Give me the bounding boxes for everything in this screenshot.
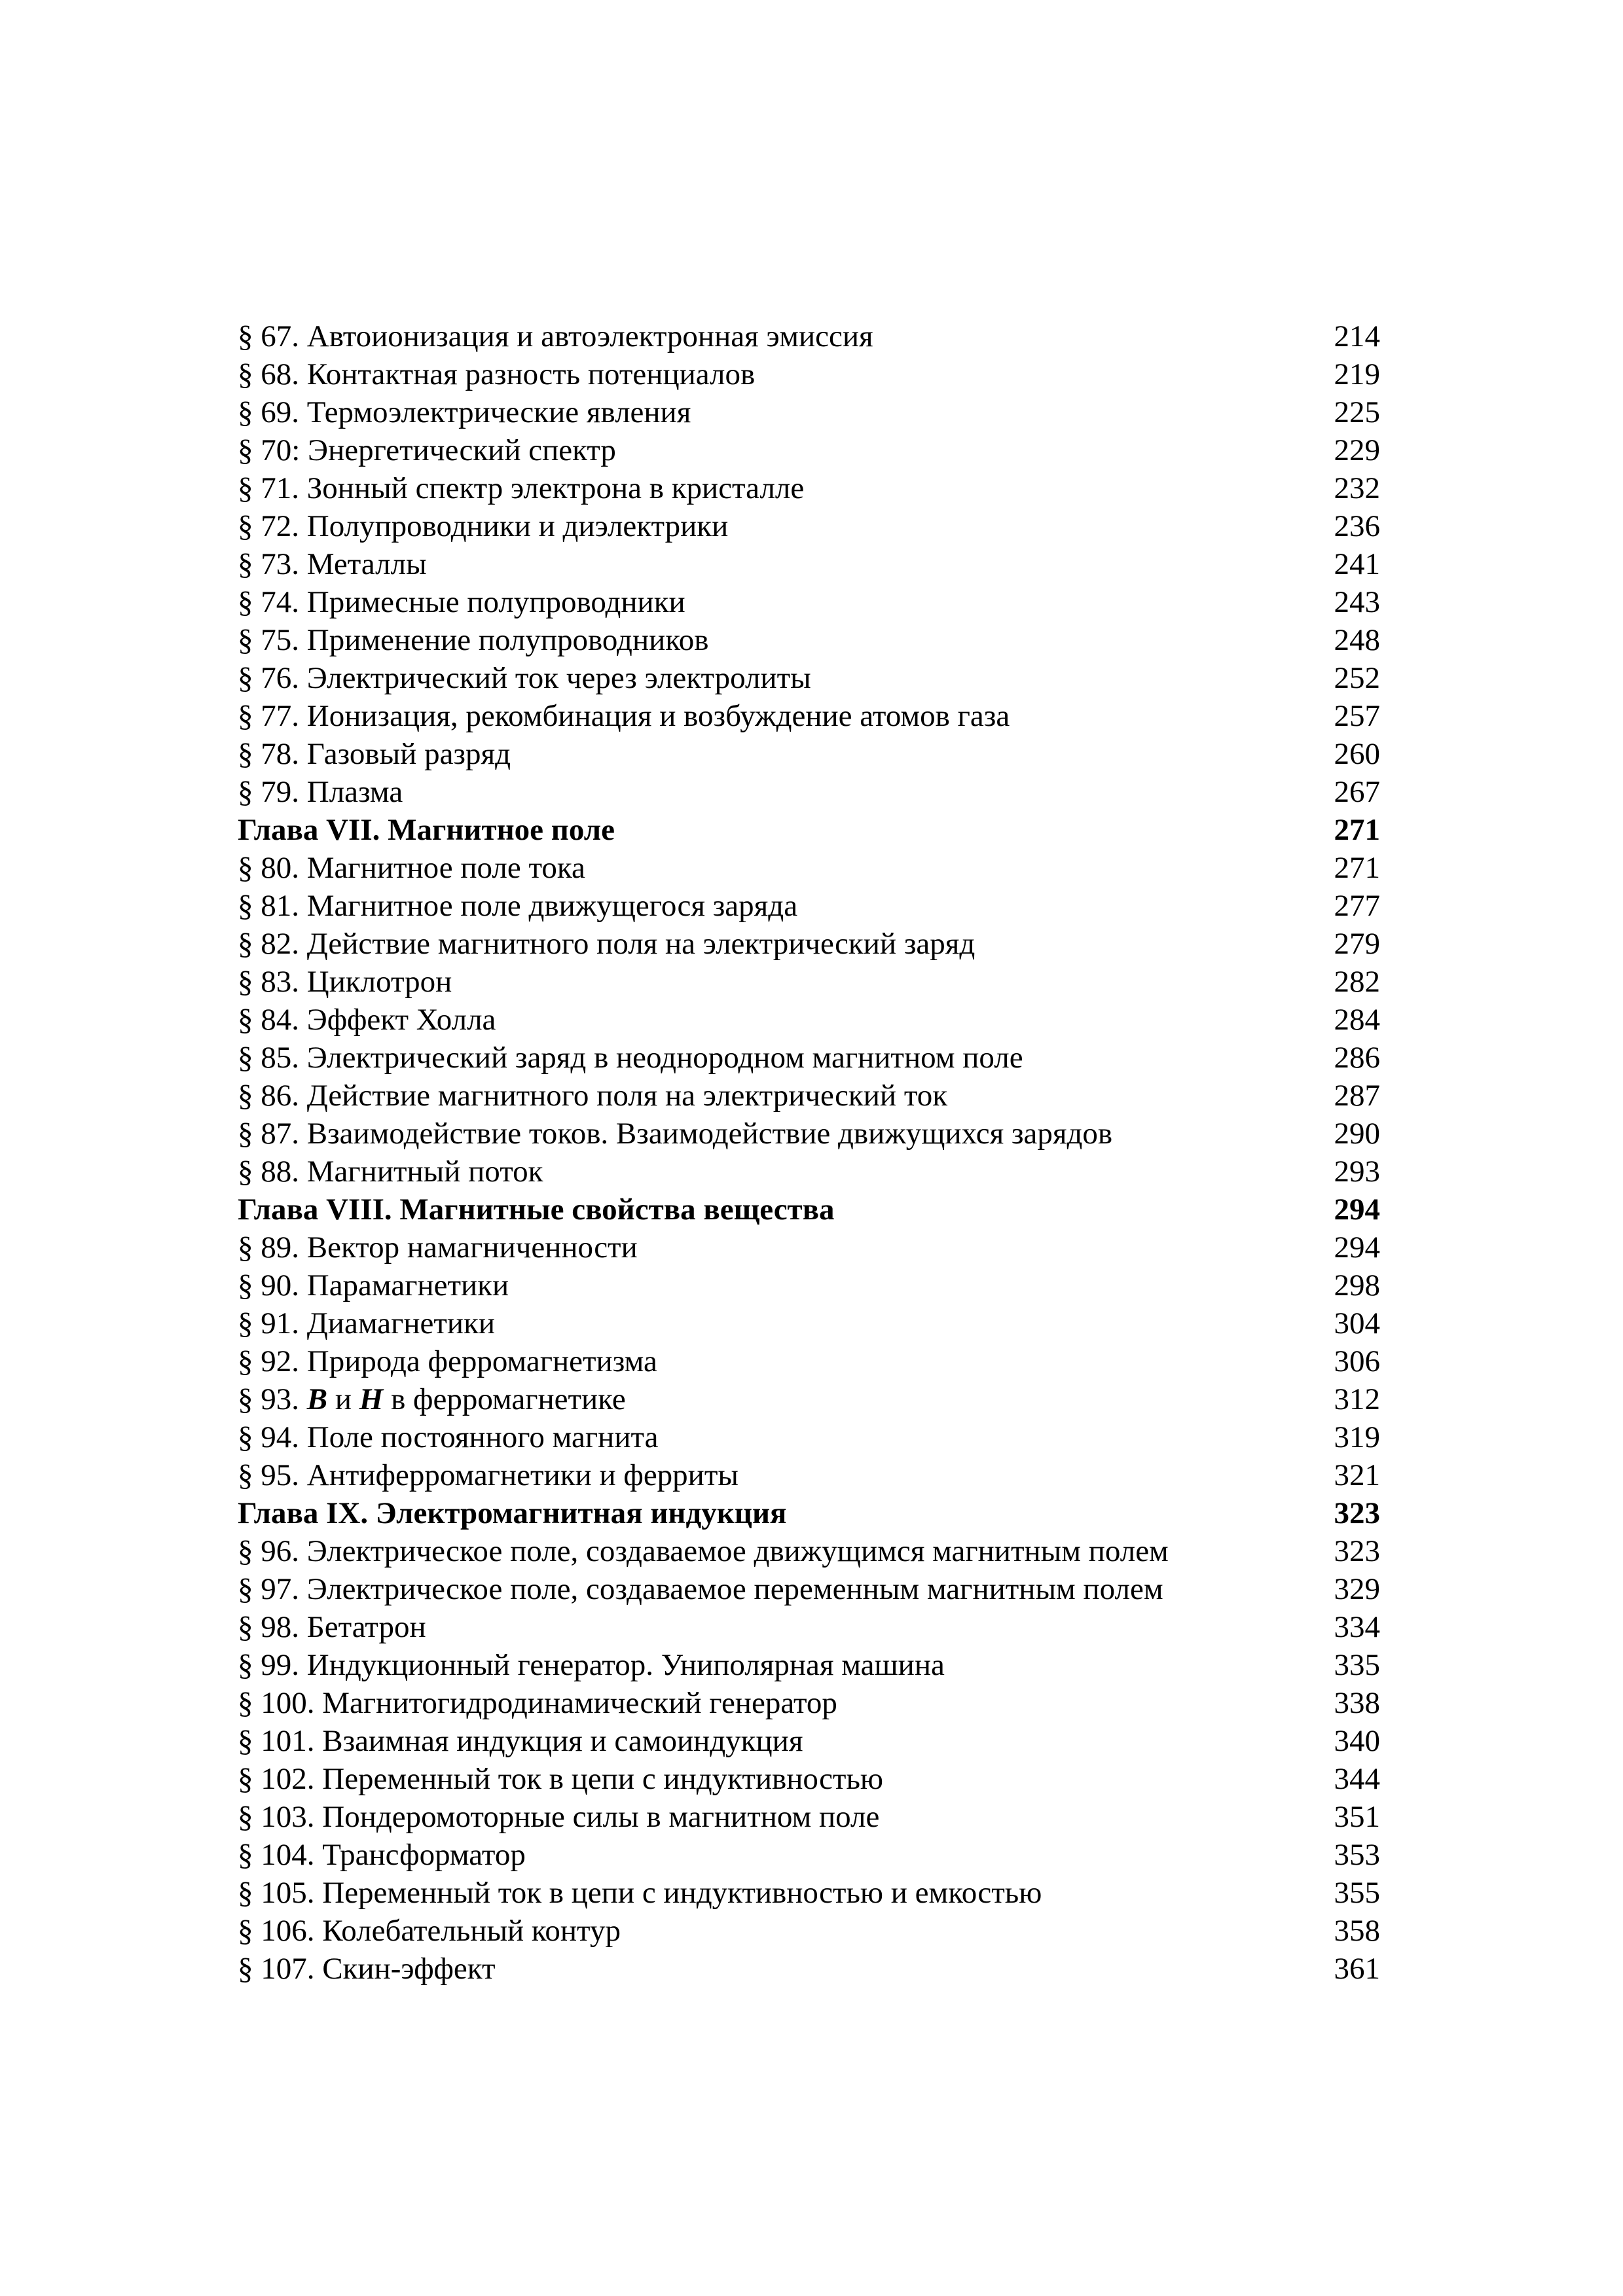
page-number: 323 xyxy=(1334,1496,1380,1530)
page-number: 355 xyxy=(1334,1876,1380,1910)
chapter-title: Глава IX. Электромагнитная индукция xyxy=(238,1496,787,1530)
toc-entry xyxy=(238,1912,1380,1950)
toc-entry xyxy=(238,1456,1380,1494)
toc-entry xyxy=(238,469,1380,507)
toc-entry xyxy=(238,659,1380,697)
toc-entry xyxy=(238,1342,1380,1380)
entry-title-part: § 93. xyxy=(238,1382,307,1416)
page-number: 232 xyxy=(1334,471,1380,505)
entry-title-part: в ферромагнетике xyxy=(383,1382,626,1416)
toc-entry xyxy=(238,925,1380,963)
toc-entry xyxy=(238,1115,1380,1153)
page-number: 282 xyxy=(1334,965,1380,999)
toc-entry xyxy=(238,431,1380,469)
entry-title: § 73. Металлы xyxy=(238,547,427,581)
entry-title: § 68. Контактная разность потенциалов xyxy=(238,357,756,391)
entry-title-part: и xyxy=(327,1382,359,1416)
page-number: 271 xyxy=(1334,813,1380,847)
entry-title: § 107. Скин-эффект xyxy=(238,1952,496,1986)
entry-title: § 79. Плазма xyxy=(238,775,403,809)
toc-entry xyxy=(238,1229,1380,1266)
toc-entry xyxy=(238,317,1380,355)
page-number: 267 xyxy=(1334,775,1380,809)
toc-entry xyxy=(238,773,1380,811)
entry-title: § 98. Бетатрон xyxy=(238,1610,426,1644)
entry-title: § 100. Магнитогидродинамический генератор xyxy=(238,1686,837,1720)
entry-title: § 83. Циклотрон xyxy=(238,965,452,999)
toc-chapter-heading xyxy=(238,1494,1380,1532)
toc-entry xyxy=(238,849,1380,887)
page-number: 260 xyxy=(1334,737,1380,771)
toc-chapter-heading xyxy=(238,1191,1380,1229)
toc-entry xyxy=(238,1304,1380,1342)
toc-entry xyxy=(238,1608,1380,1646)
page-number: 219 xyxy=(1334,357,1380,391)
page-number: 329 xyxy=(1334,1572,1380,1606)
entry-title: § 72. Полупроводники и диэлектрики xyxy=(238,509,729,543)
page-number: 334 xyxy=(1334,1610,1380,1644)
toc-entry xyxy=(238,1874,1380,1912)
page-number: 358 xyxy=(1334,1914,1380,1948)
page-number: 294 xyxy=(1334,1230,1380,1265)
page-number: 319 xyxy=(1334,1420,1380,1454)
entry-title: § 76. Электрический ток через электролиты xyxy=(238,661,811,695)
toc-entry xyxy=(238,1039,1380,1077)
entry-title: § 92. Природа ферромагнетизма xyxy=(238,1344,657,1378)
page-number: 277 xyxy=(1334,889,1380,923)
entry-title: § 95. Антиферромагнетики и ферриты xyxy=(238,1458,739,1492)
page-number: 243 xyxy=(1334,585,1380,619)
toc-entry xyxy=(238,1760,1380,1798)
entry-title: § 101. Взаимная индукция и самоиндукция xyxy=(238,1724,803,1758)
toc-entry xyxy=(238,1798,1380,1836)
toc-entry xyxy=(238,393,1380,431)
toc-entry xyxy=(238,1836,1380,1874)
toc-entry xyxy=(238,1266,1380,1304)
entry-title: § 94. Поле постоянного магнита xyxy=(238,1420,659,1454)
toc-entry xyxy=(238,545,1380,583)
entry-title: § 99. Индукционный генератор. Униполярная машина xyxy=(238,1648,945,1682)
entry-title: § 90. Парамагнетики xyxy=(238,1268,509,1302)
page-number: 257 xyxy=(1334,699,1380,733)
entry-title: § 74. Примесные полупроводники xyxy=(238,585,685,619)
toc-entry xyxy=(238,963,1380,1001)
toc-entry xyxy=(238,1950,1380,1988)
toc-entry xyxy=(238,355,1380,393)
entry-title: § 80. Магнитное поле тока xyxy=(238,851,585,885)
toc-entry xyxy=(238,1380,1380,1418)
entry-title: § 78. Газовый разряд xyxy=(238,737,511,771)
toc-entry xyxy=(238,1532,1380,1570)
page-number: 351 xyxy=(1334,1800,1380,1834)
entry-title: § 75. Применение полупроводников xyxy=(238,623,709,657)
toc-entry xyxy=(238,1646,1380,1684)
page-number: 287 xyxy=(1334,1079,1380,1113)
entry-title: § 104. Трансформатор xyxy=(238,1838,526,1872)
entry-title: § 82. Действие магнитного поля на электрический заряд xyxy=(238,927,976,961)
page-number: 323 xyxy=(1334,1534,1380,1568)
page-number: 361 xyxy=(1334,1952,1380,1986)
toc-entry xyxy=(238,621,1380,659)
page-number: 229 xyxy=(1334,433,1380,467)
page-number: 338 xyxy=(1334,1686,1380,1720)
entry-title: § 67. Автоионизация и автоэлектронная эмиссия xyxy=(238,319,873,353)
entry-title: § 84. Эффект Холла xyxy=(238,1003,496,1037)
entry-title: § 87. Взаимодействие токов. Взаимодействие движущихся зарядов xyxy=(238,1117,1113,1151)
page-number: 279 xyxy=(1334,927,1380,961)
page-number: 304 xyxy=(1334,1306,1380,1340)
toc-entry xyxy=(238,735,1380,773)
toc-entry xyxy=(238,697,1380,735)
page-number: 293 xyxy=(1334,1155,1380,1189)
vector-symbol: H xyxy=(359,1382,384,1416)
entry-title: § 89. Вектор намагниченности xyxy=(238,1230,638,1265)
toc-entry xyxy=(238,583,1380,621)
toc-entry xyxy=(238,1001,1380,1039)
toc-entry xyxy=(238,507,1380,545)
entry-title: § 70: Энергетический спектр xyxy=(238,433,616,467)
page-number: 236 xyxy=(1334,509,1380,543)
toc-entry xyxy=(238,887,1380,925)
entry-title: § 97. Электрическое поле, создаваемое переменным магнитным полем xyxy=(238,1572,1163,1606)
page-number: 241 xyxy=(1334,547,1380,581)
entry-title: § 85. Электрический заряд в неоднородном магнитном поле xyxy=(238,1041,1023,1075)
entry-title: § 102. Переменный ток в цепи с индуктивностью xyxy=(238,1762,884,1796)
page-number: 286 xyxy=(1334,1041,1380,1075)
entry-title: § 91. Диамагнетики xyxy=(238,1306,496,1340)
toc-entry xyxy=(238,1570,1380,1608)
vector-symbol: B xyxy=(306,1382,328,1416)
entry-title: § 81. Магнитное поле движущегося заряда xyxy=(238,889,798,923)
page-number: 271 xyxy=(1334,851,1380,885)
chapter-title: Глава VIII. Магнитные свойства вещества xyxy=(238,1193,835,1227)
entry-title: § 88. Магнитный поток xyxy=(238,1155,543,1189)
toc-entry xyxy=(238,1684,1380,1722)
entry-title: § 77. Ионизация, рекомбинация и возбуждение атомов газа xyxy=(238,699,1010,733)
table-of-contents xyxy=(238,317,1380,1988)
chapter-title: Глава VII. Магнитное поле xyxy=(238,813,615,847)
toc-entry xyxy=(238,1722,1380,1760)
toc-entry xyxy=(238,1153,1380,1191)
entry-title: § 105. Переменный ток в цепи с индуктивностью и емкостью xyxy=(238,1876,1042,1910)
entry-title: § 69. Термоэлектрические явления xyxy=(238,395,691,429)
page-number: 214 xyxy=(1334,319,1380,353)
page-number: 353 xyxy=(1334,1838,1380,1872)
toc-entry xyxy=(238,1077,1380,1115)
page-number: 344 xyxy=(1334,1762,1380,1796)
page-number: 248 xyxy=(1334,623,1380,657)
toc-chapter-heading xyxy=(238,811,1380,849)
entry-title: § 106. Колебательный контур xyxy=(238,1914,621,1948)
page-number: 225 xyxy=(1334,395,1380,429)
entry-title: § 86. Действие магнитного поля на электрический ток xyxy=(238,1079,948,1113)
page-number: 321 xyxy=(1334,1458,1380,1492)
toc-entry xyxy=(238,1418,1380,1456)
entry-title xyxy=(238,1380,626,1418)
page-number: 306 xyxy=(1334,1344,1380,1378)
page-number: 284 xyxy=(1334,1003,1380,1037)
page-number: 252 xyxy=(1334,661,1380,695)
page-number: 290 xyxy=(1334,1117,1380,1151)
page-number: 294 xyxy=(1334,1193,1380,1227)
entry-title: § 103. Пондеромоторные силы в магнитном поле xyxy=(238,1800,880,1834)
page-number: 335 xyxy=(1334,1648,1380,1682)
entry-title: § 96. Электрическое поле, создаваемое движущимся магнитным полем xyxy=(238,1534,1169,1568)
page-number: 340 xyxy=(1334,1724,1380,1758)
page-number: 312 xyxy=(1334,1382,1380,1416)
page-number: 298 xyxy=(1334,1268,1380,1302)
entry-title: § 71. Зонный спектр электрона в кристалле xyxy=(238,471,805,505)
